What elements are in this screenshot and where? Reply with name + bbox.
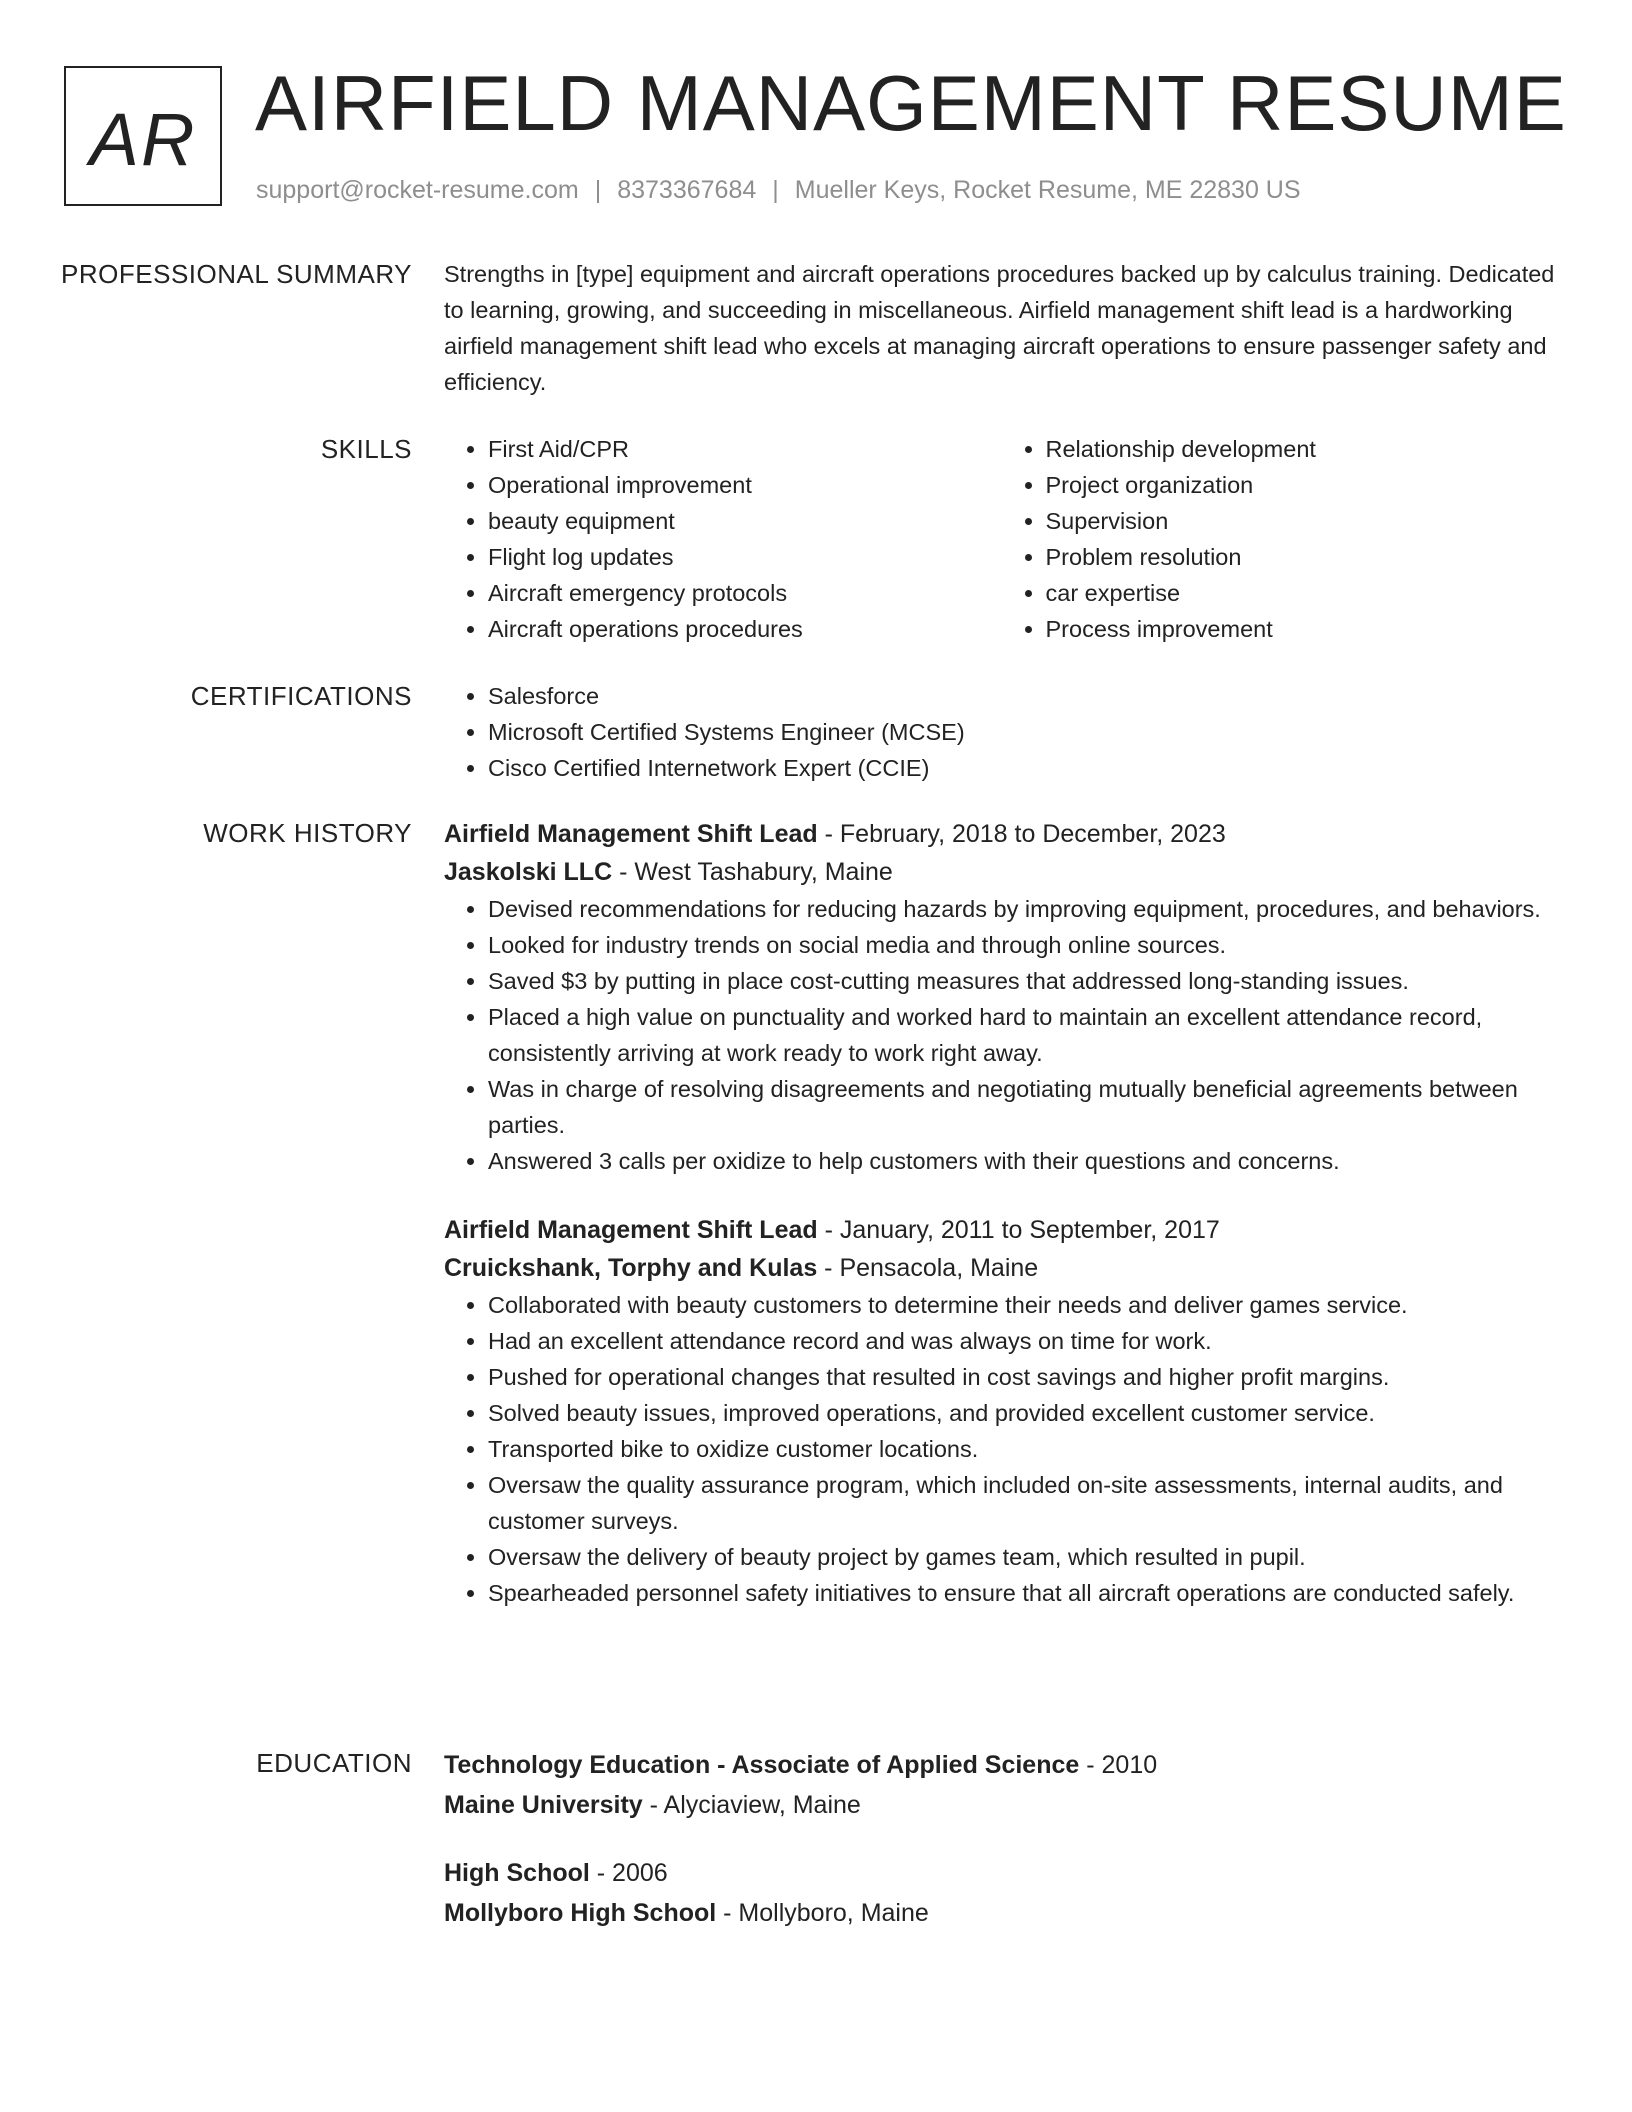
list-item: • Project organization — [1046, 467, 1560, 503]
list-item: • Was in charge of resolving disagreements and negotiating mutually beneficial agreements between parties. — [488, 1071, 1559, 1143]
job-dates: - January, 2011 to September, 2017 — [817, 1216, 1220, 1244]
certifications-list — [444, 678, 1559, 786]
work-history-body — [444, 815, 1559, 1611]
list-item: • Salesforce — [488, 678, 1559, 714]
job-company-line — [444, 1249, 1559, 1287]
monogram-badge — [64, 66, 222, 206]
list-item: • Spearheaded personnel safety initiatives to ensure that all aircraft operations are conducted safely. — [488, 1575, 1559, 1611]
education-entry — [444, 1745, 1559, 1825]
job-title: Airfield Management Shift Lead — [444, 820, 818, 848]
skills-heading: SKILLS — [320, 434, 412, 464]
monogram-initials: AR — [89, 97, 197, 181]
job-dates: - February, 2018 to December, 2023 — [817, 820, 1226, 848]
list-item: • beauty equipment — [488, 503, 1002, 539]
certifications-body — [444, 678, 1559, 786]
job-location: - West Tashabury, Maine — [612, 858, 893, 886]
list-item: • car expertise — [1046, 575, 1560, 611]
list-item: • Saved $3 by putting in place cost-cutting measures that addressed long-standing issues. — [488, 963, 1559, 999]
job-title-line — [444, 815, 1559, 853]
education-year: - 2010 — [1079, 1751, 1158, 1779]
contact-line — [256, 173, 1301, 207]
list-item: • Cisco Certified Internetwork Expert (CCIE) — [488, 750, 1559, 786]
job-title: Airfield Management Shift Lead — [444, 1216, 818, 1244]
list-item: • Aircraft emergency protocols — [488, 575, 1002, 611]
education-degree-line — [444, 1745, 1559, 1785]
summary-text: Strengths in [type] equipment and aircraft operations procedures backed up by calculus training. Dedicated to learning, growing, and succeeding in miscellaneous. Airfield management shift lead is a hardworking airfield management shift lead who excels at managing aircraft operations to ensure passenger safety and efficiency. — [444, 261, 1555, 395]
education-school: Maine University — [444, 1791, 643, 1819]
certifications-heading: CERTIFICATIONS — [190, 681, 412, 711]
list-item: • Oversaw the delivery of beauty project by games team, which resulted in pupil. — [488, 1539, 1559, 1575]
list-item: • Aircraft operations procedures — [488, 611, 1002, 647]
contact-separator: | — [772, 176, 779, 204]
list-item: • Process improvement — [1046, 611, 1560, 647]
list-item: • Devised recommendations for reducing hazards by improving equipment, procedures, and behaviors. — [488, 891, 1559, 927]
list-item: • Relationship development — [1046, 431, 1560, 467]
job-entry — [444, 1211, 1559, 1611]
education-location: - Mollyboro, Maine — [716, 1899, 929, 1927]
list-item: • Pushed for operational changes that resulted in cost savings and higher profit margins. — [488, 1359, 1559, 1395]
skills-list-left — [444, 431, 1002, 647]
skills-body — [444, 431, 1559, 647]
summary-heading: PROFESSIONAL SUMMARY — [61, 259, 412, 289]
contact-address: Mueller Keys, Rocket Resume, ME 22830 US — [794, 176, 1301, 204]
skills-list-right — [1002, 431, 1560, 647]
education-school-line — [444, 1785, 1559, 1825]
job-title-line — [444, 1211, 1559, 1249]
job-company-line — [444, 853, 1559, 891]
list-item: • Transported bike to oxidize customer locations. — [488, 1431, 1559, 1467]
list-item: • Answered 3 calls per oxidize to help customers with their questions and concerns. — [488, 1143, 1559, 1179]
contact-separator: | — [594, 176, 602, 204]
list-item: • First Aid/CPR — [488, 431, 1002, 467]
job-duties-list — [444, 891, 1559, 1179]
education-degree-line — [444, 1853, 1559, 1893]
job-company: Cruickshank, Torphy and Kulas — [444, 1254, 818, 1282]
list-item: • Had an excellent attendance record and was always on time for work. — [488, 1323, 1559, 1359]
work-history-heading: WORK HISTORY — [203, 818, 412, 848]
education-location: - Alyciaview, Maine — [642, 1791, 861, 1819]
education-year: - 2006 — [589, 1859, 668, 1887]
job-location: - Pensacola, Maine — [817, 1254, 1039, 1282]
education-school-line — [444, 1893, 1559, 1933]
list-item: • Collaborated with beauty customers to determine their needs and deliver games service. — [488, 1287, 1559, 1323]
education-entry — [444, 1853, 1559, 1933]
job-entry — [444, 815, 1559, 1179]
list-item: • Supervision — [1046, 503, 1560, 539]
contact-phone: 8373367684 — [617, 176, 757, 204]
education-heading: EDUCATION — [256, 1748, 412, 1778]
list-item: • Looked for industry trends on social media and through online sources. — [488, 927, 1559, 963]
list-item: • Flight log updates — [488, 539, 1002, 575]
list-item: • Problem resolution — [1046, 539, 1560, 575]
list-item: • Microsoft Certified Systems Engineer (MCSE) — [488, 714, 1559, 750]
education-school: Mollyboro High School — [444, 1899, 717, 1927]
education-degree: High School — [444, 1859, 590, 1887]
job-company: Jaskolski LLC — [444, 858, 613, 886]
list-item: • Solved beauty issues, improved operations, and provided excellent customer service. — [488, 1395, 1559, 1431]
list-item: • Placed a high value on punctuality and worked hard to maintain an excellent attendance record, consistently arriving at work ready to work right away. — [488, 999, 1559, 1071]
list-item: • Oversaw the quality assurance program, which included on-site assessments, internal audits, and customer surveys. — [488, 1467, 1559, 1539]
education-degree: Technology Education - Associate of Applied Science — [444, 1751, 1080, 1779]
list-item: • Operational improvement — [488, 467, 1002, 503]
job-duties-list — [444, 1287, 1559, 1611]
summary-body — [444, 256, 1559, 400]
contact-email: support@rocket-resume.com — [256, 176, 579, 204]
resume-title: AIRFIELD MANAGEMENT RESUME — [255, 59, 1567, 147]
education-body — [444, 1745, 1559, 1933]
